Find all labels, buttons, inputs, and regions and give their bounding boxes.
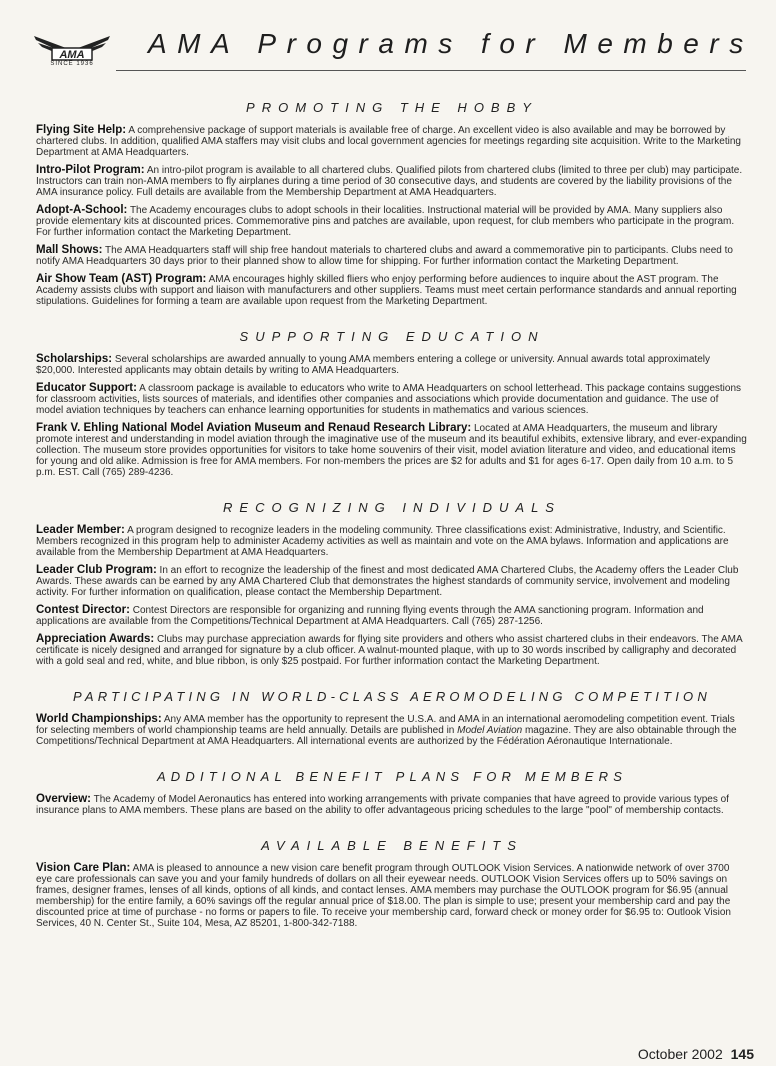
item-text: Located at AMA Headquarters, the museum and library promote interest and understanding in model aviation through the imaginative use of the museum and its beautiful exhibits, extensive library, and ever-expanding collection. The museum store provides opportunities for visitors to take home souvenirs of their visit, model aviation literature and video, and educational items for young and old alike. Admission is free for AMA members. For non-members the prices are $2 for adults and $1 for ages 6-17. Open daily from 10 a.m. to 5 p.m. EST. Call (765) 289-4236.: [36, 423, 747, 478]
item-appreciation-awards: [36, 634, 748, 667]
item-text: In an effort to recognize the leadership of the finest and most dedicated AMA Chartered Clubs, the Academy offers the Leader Club Awards. These awards can be earned by any AMA Chartered Club that demonstrates the highest standards of community service, involvement and modeling activity. For further information on qualification, please contact the Membership Department.: [36, 565, 739, 598]
section-heading: AVAILABLE BENEFITS: [261, 838, 523, 853]
item-term: Mall Shows:: [36, 244, 103, 256]
item-text: AMA is pleased to announce a new vision care benefit program through OUTLOOK Vision Services. A nationwide network of over 3700 eye care professionals can save you and your family hundreds of dollars on all their eyewear needs. OUTLOOK Vision Services offers up to 50% savings on frames, designer frames, lenses of all kinds, options of all kinds, and contact lenses. AMA members may purchase the OUTLOOK program for $6.95 (annual membership) for the entire family, a 60% savings off the regular annual price of $18.00. The plan is simple to use; present your membership card and pay the discounted price at time of purchase - no forms or papers to file. To receive your membership card, forward check or money order for $6.95 to: Outlook Vision Services, 40 N. Center St., Suite 104, Mesa, AZ 85201, 1-800-342-7188.: [36, 863, 731, 929]
item-term: Educator Support:: [36, 382, 137, 394]
item-flying-site-help: [36, 125, 748, 158]
section-heading: PARTICIPATING IN WORLD-CLASS AEROMODELING COMPETITION: [73, 689, 711, 704]
item-term: Frank V. Ehling National Model Aviation Museum and Renaud Research Library:: [36, 422, 472, 434]
item-scholarships: [36, 354, 748, 376]
section-heading: SUPPORTING EDUCATION: [239, 329, 545, 344]
section-heading: ADDITIONAL BENEFIT PLANS FOR MEMBERS: [156, 769, 628, 784]
item-term: Overview:: [36, 793, 91, 805]
item-leader-member: [36, 525, 748, 558]
item-mall-shows: [36, 245, 748, 267]
item-term: Flying Site Help:: [36, 124, 127, 136]
item-text: The Academy of Model Aeronautics has entered into working arrangements with private companies that have agreed to provide various types of insurance plans to AMA members. These plans are based on the ability to offer advantageous pricing schedules to the large "pool" of membership contacts.: [36, 794, 729, 816]
header-divider: [116, 70, 746, 71]
item-air-show-team: [36, 274, 748, 307]
section-promoting-the-hobby: [36, 100, 748, 307]
section-recognizing-individuals: [36, 500, 748, 667]
svg-text:AMA: AMA: [59, 49, 85, 61]
item-text: The AMA Headquarters staff will ship free handout materials to chartered clubs and award a commemorative pin to participants. Clubs need to notify AMA Headquarters 30 days prior to their planned show to allow time for shipping. For further information contact the Marketing Department.: [36, 245, 733, 267]
item-term: Contest Director:: [36, 604, 130, 616]
item-term: Vision Care Plan:: [36, 862, 131, 874]
item-term: Intro-Pilot Program:: [36, 164, 145, 176]
page-content: [36, 100, 748, 951]
item-term: Leader Member:: [36, 524, 125, 536]
item-text: Contest Directors are responsible for organizing and running flying events through the AMA sanctioning program. Information and applications are available from the Competitions/Technical Department at AMA Headquarters. Call (765) 287-1256.: [36, 605, 704, 627]
item-text: Any AMA member has the opportunity to represent the U.S.A. and AMA in an international aeromodeling competition event. Trials for selecting members of world championship teams are held annually. Details are published in: [36, 714, 735, 736]
page-footer: [638, 1046, 754, 1062]
item-text: AMA encourages highly skilled fliers who enjoy performing before audiences to inquire about the AST program. The Academy assists clubs with support and liaison with manufacturers and other suppliers. Teams must meet certain performance standards and annual reporting stipulations. Guidelines for forming a team are available upon request from the Marketing Department.: [36, 274, 737, 307]
item-adopt-a-school: [36, 205, 748, 238]
section-world-class-competition: [36, 689, 748, 747]
item-text: A comprehensive package of support materials is available free of charge. An excellent video is also available and may be borrowed by chartered clubs. In addition, qualified AMA staffers may visit clubs and local government agencies for meetings regarding site acquisition. Write to the Marketing Department at AMA Headquarters.: [36, 125, 741, 158]
page-header: [30, 22, 754, 74]
item-text: Several scholarships are awarded annually to young AMA members entering a college or university. Annual awards total approximately $20,000. Interested applicants may obtain details by writing to AMA Headquarters.: [36, 354, 710, 376]
section-heading: PROMOTING THE HOBBY: [246, 100, 538, 115]
item-term: Adopt-A-School:: [36, 204, 128, 216]
section-supporting-education: [36, 329, 748, 478]
item-term: Leader Club Program:: [36, 564, 157, 576]
item-text-continued: magazine. They are also obtainable through the Competitions/Technical Department at AMA Headquarters. All international events are authorized by the Fédération Aéronautique Internationale.: [36, 725, 737, 747]
item-vision-care-plan: [36, 863, 748, 929]
section-available-benefits: [36, 838, 748, 929]
item-term: World Championships:: [36, 713, 162, 725]
section-additional-benefit-plans: [36, 769, 748, 816]
item-museum-library: [36, 423, 748, 478]
item-text: The Academy encourages clubs to adopt schools in their localities. Instructional material will be provided by AMA. Many suppliers also provide elementary kits at discounted prices. Commemorative pins and patches are available, upon request, for club members who participate in the program. For further information contact the Marketing Department.: [36, 205, 735, 238]
issue-date: October 2002: [637, 1046, 723, 1062]
item-contest-director: [36, 605, 748, 627]
item-text: A program designed to recognize leaders in the modeling community. Three classifications exist: Administrative, Industry, and Scientific. Members recognized in this program help to administer Academy activities as well as maintain and vote on the AMA bylaws. Information and applications are available from the Membership Department at AMA Headquarters.: [36, 525, 729, 558]
item-text: An intro-pilot program is available to all chartered clubs. Qualified pilots from chartered clubs (limited to three per club) may participate. Instructors can train non-AMA members to fly airplanes during a time period of 30 consecutive days, and students are covered by the liability provisions of the AMA insurance policy. Full details are available from the Membership Department at AMA Headquarters.: [36, 165, 743, 198]
section-heading: RECOGNIZING INDIVIDUALS: [223, 500, 561, 515]
item-educator-support: [36, 383, 748, 416]
item-text: A classroom package is available to educators who write to AMA Headquarters on school letterhead. This package contains suggestions for classroom activities, lists sources of materials, and identifies other companies and associations which provide documentation and guidance. The use of model aviation techniques by teachers can enhance learning opportunities for students in mathematics and various sciences.: [36, 383, 742, 416]
item-term: Air Show Team (AST) Program:: [36, 273, 207, 285]
item-text: Clubs may purchase appreciation awards for flying site providers and others who assist chartered clubs in their endeavors. The AMA certificate is nicely designed and arranged for signature by a club officer. A walnut-mounted plaque, with up to 30 words inscribed by calligraphy and decorated with a gold seal and red, white, and blue ribbon, is only $25 postpaid. For further information contact the Marketing Department.: [36, 634, 743, 667]
page-title: AMA Programs for Members: [148, 28, 754, 59]
page-number: 145: [730, 1046, 754, 1062]
ama-logo: [32, 26, 112, 72]
item-leader-club-program: [36, 565, 748, 598]
item-term: Appreciation Awards:: [36, 633, 155, 645]
item-term: Scholarships:: [36, 353, 113, 365]
logo-since-text: SINCE 1936: [50, 61, 94, 67]
item-emphasis: Model Aviation: [457, 725, 523, 736]
item-overview: [36, 794, 748, 816]
item-intro-pilot-program: [36, 165, 748, 198]
item-world-championships: [36, 714, 748, 747]
